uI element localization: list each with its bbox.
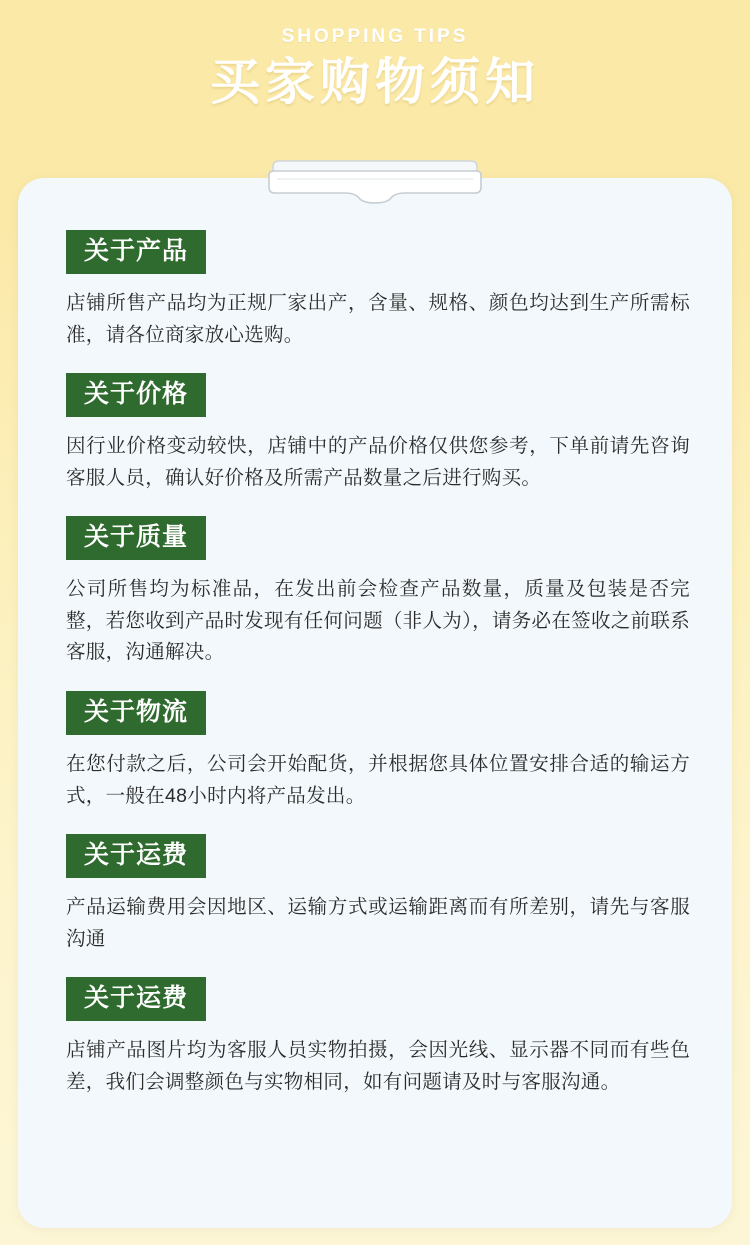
tip-title: 关于运费 (66, 834, 206, 878)
tips-card (18, 178, 732, 1228)
tip-section-color-difference (66, 977, 694, 1098)
clip-ornament-icon (265, 157, 485, 209)
tip-section-logistics (66, 691, 694, 812)
tip-body: 因行业价格变动较快，店铺中的产品价格仅供您参考，下单前请先咨询客服人员，确认好价格及所需产品数量之后进行购买。 (66, 435, 690, 489)
tip-body: 公司所售均为标准品，在发出前会检查产品数量，质量及包装是否完整，若您收到产品时发现有任何问题（非人为），请务必在签收之前联系客服，沟通解决。 (66, 578, 690, 664)
tip-section-shipping-fee (66, 834, 694, 955)
tip-section-quality (66, 516, 694, 669)
tip-section-price (66, 373, 694, 494)
tip-title: 关于产品 (66, 230, 206, 274)
tip-body: 店铺产品图片均为客服人员实物拍摄，会因光线、显示器不同而有些色差，我们会调整颜色与实物相同，如有问题请及时与客服沟通。 (66, 1039, 690, 1093)
tip-title: 关于物流 (66, 691, 206, 735)
page-header (0, 0, 750, 112)
tip-title: 关于运费 (66, 977, 206, 1021)
tip-title: 关于价格 (66, 373, 206, 417)
tip-body: 店铺所售产品均为正规厂家出产，含量、规格、颜色均达到生产所需标准，请各位商家放心选购。 (66, 292, 690, 346)
tip-title: 关于质量 (66, 516, 206, 560)
page-title: 买家购物须知 (210, 54, 540, 110)
tip-body: 产品运输费用会因地区、运输方式或运输距离而有所差别，请先与客服沟通 (66, 896, 690, 950)
header-eyebrow: SHOPPING TIPS (281, 26, 469, 47)
tip-section-product (66, 230, 694, 351)
tips-list (66, 230, 694, 1188)
tip-body: 在您付款之后，公司会开始配货，并根据您具体位置安排合适的输运方式，一般在48小时内将产品发出。 (66, 753, 690, 807)
